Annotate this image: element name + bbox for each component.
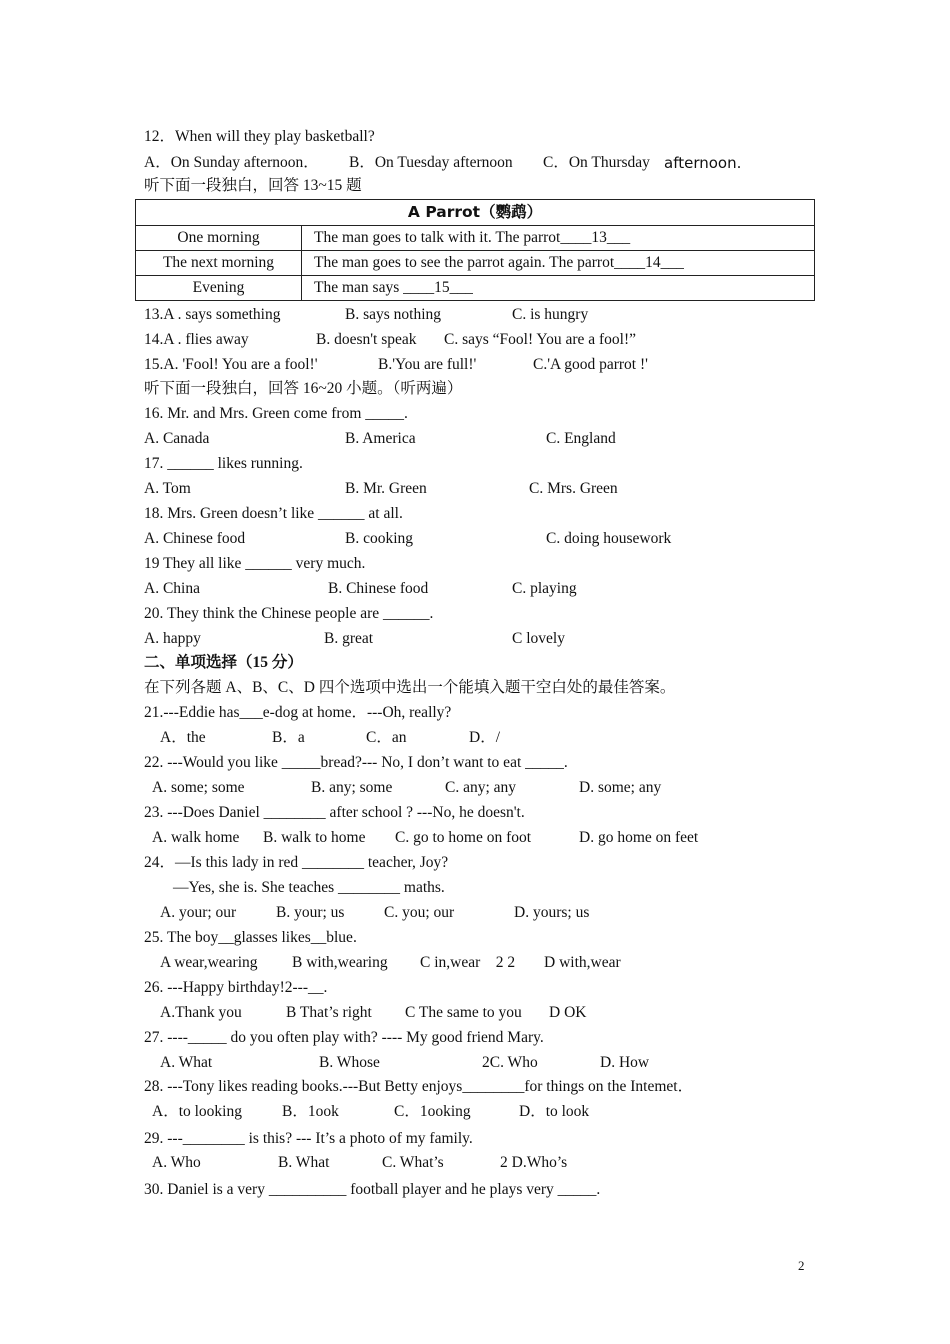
section-2-instructions: 在下列各题 A、B、C、D 四个选项中选出一个能填入题干空白处的最佳答案。 (144, 679, 676, 696)
table-cell-when: One morning (136, 226, 302, 251)
option-c: C lovely (512, 630, 565, 647)
option-c: C．On Thursday (543, 154, 650, 171)
option-b: B．1ook (282, 1103, 339, 1120)
question-28: 28. ---Tony likes reading books.---But Betty enjoys________for things on the Intemet． (144, 1078, 694, 1095)
page-number: 2 (798, 1258, 805, 1273)
option-b: B. your; us (276, 904, 345, 921)
table-row (136, 276, 815, 301)
option-b: B That’s right (286, 1004, 372, 1021)
option-a: 15.A. 'Fool! You are a fool!' (144, 356, 318, 373)
option-c: C. you; our (384, 904, 455, 921)
table-cell-when: The next morning (136, 251, 302, 276)
question-17: 17. ______ likes running. (144, 455, 303, 472)
question-16: 16. Mr. and Mrs. Green come from _____. (144, 405, 408, 422)
option-c: C. doing housework (546, 530, 672, 547)
option-c: C．an (366, 729, 407, 746)
question-25: 25. The boy__glasses likes__blue. (144, 929, 357, 946)
option-c: C The same to you (405, 1004, 522, 1021)
option-a: A. some; some (152, 779, 245, 796)
table-cell-when: Evening (136, 276, 302, 301)
question-26: 26. ---Happy birthday!2---__. (144, 979, 328, 996)
table-cell-what: The man goes to talk with it. The parrot____13___ (302, 226, 815, 251)
option-d: D with,wear (544, 954, 621, 971)
table-cell-what: The man goes to see the parrot again. The parrot____14___ (302, 251, 815, 276)
option-c: C. any; any (445, 779, 517, 796)
section-13-15-intro: 听下面一段独白，回答 13~15 题 (144, 177, 362, 194)
option-b: B．a (272, 729, 305, 746)
option-b: B. cooking (345, 530, 414, 547)
option-a: A. walk home (152, 829, 240, 846)
option-d: D. some; any (579, 779, 662, 796)
option-a: A．to looking (152, 1103, 242, 1120)
option-b: B. any; some (311, 779, 393, 796)
option-c: C. Mrs. Green (529, 480, 618, 497)
option-c: C.'A good parrot !' (533, 356, 648, 373)
option-b: B. says nothing (345, 306, 442, 323)
option-c: C in,wear 2 2 (420, 954, 516, 971)
question-27: 27. ----_____ do you often play with? ---- My good friend Mary. (144, 1029, 544, 1046)
option-c: C. go to home on foot (395, 829, 532, 846)
section-2-heading: 二、单项选择（15 分） (144, 654, 303, 671)
option-a: 13.A . says something (144, 306, 281, 323)
section-16-20-intro: 听下面一段独白，回答 16~20 小题。（听两遍） (144, 380, 463, 397)
option-c-tail: afternoon. (664, 154, 742, 172)
option-a: A．On Sunday afternoon． (144, 154, 319, 171)
option-a: A. China (144, 580, 200, 597)
option-c: 2C. Who (482, 1054, 538, 1071)
option-a: A. What (160, 1054, 213, 1071)
option-d: D．to look (519, 1103, 590, 1120)
option-a: A. happy (144, 630, 201, 647)
option-a: A.Thank you (160, 1004, 242, 1021)
option-c: C. What’s (382, 1154, 444, 1171)
option-c: C. England (546, 430, 616, 447)
table-title: A Parrot（鹦鹉） (136, 200, 815, 226)
question-29: 29. ---________ is this? --- It’s a photo of my family. (144, 1130, 473, 1147)
question-19: 19 They all like ______ very much. (144, 555, 366, 572)
question-30: 30. Daniel is a very __________ football player and he plays very _____. (144, 1181, 601, 1198)
option-b: B. Chinese food (328, 580, 429, 597)
option-a: A. Canada (144, 430, 210, 447)
question-22: 22. ---Would you like _____bread?--- No, I don’t want to eat _____. (144, 754, 568, 771)
option-d: D. How (600, 1054, 650, 1071)
option-b: B. What (278, 1154, 330, 1171)
option-b: B with,wearing (292, 954, 388, 971)
option-b: B. Mr. Green (345, 480, 427, 497)
option-c: C. playing (512, 580, 577, 597)
question-24-line-2: —Yes, she is. She teaches ________ maths. (173, 879, 445, 896)
option-b: B.'You are full!' (378, 356, 477, 373)
option-b: B．On Tuesday afternoon (349, 154, 513, 171)
option-c: C. is hungry (512, 306, 589, 323)
option-d: D. yours; us (514, 904, 590, 921)
option-a: A．the (160, 729, 206, 746)
question-12: 12．When will they play basketball? (144, 128, 375, 145)
option-b: B. Whose (319, 1054, 380, 1071)
option-d: D OK (549, 1004, 587, 1021)
option-b: B. America (345, 430, 416, 447)
option-d: 2 D.Who’s (500, 1154, 568, 1171)
option-a: A. your; our (160, 904, 237, 921)
question-29-options (152, 1153, 832, 1273)
option-d: D．/ (469, 729, 501, 746)
question-20: 20. They think the Chinese people are ______. (144, 605, 434, 622)
option-a: A. Who (152, 1154, 201, 1171)
option-c: C. says “Fool! You are a fool!” (444, 331, 637, 348)
option-a: A wear,wearing (160, 954, 258, 971)
option-b: B. great (324, 630, 374, 647)
option-b: B. doesn't speak (316, 331, 417, 348)
question-18: 18. Mrs. Green doesn’t like ______ at all. (144, 505, 403, 522)
table-cell-what: The man says ____15___ (302, 276, 815, 301)
table-row (136, 226, 815, 251)
option-d: D. go home on feet (579, 829, 699, 846)
parrot-table (135, 199, 815, 301)
option-a: A. Tom (144, 480, 191, 497)
option-c: C．1ooking (394, 1103, 471, 1120)
option-b: B. walk to home (263, 829, 366, 846)
option-a: A. Chinese food (144, 530, 246, 547)
question-21: 21.---Eddie has___e-dog at home．---Oh, really? (144, 704, 452, 721)
question-23: 23. ---Does Daniel ________ after school ? ---No, he doesn't. (144, 804, 525, 821)
question-24: 24．—Is this lady in red ________ teacher, Joy? (144, 854, 449, 871)
table-row (136, 251, 815, 276)
option-a: 14.A . flies away (144, 331, 249, 348)
